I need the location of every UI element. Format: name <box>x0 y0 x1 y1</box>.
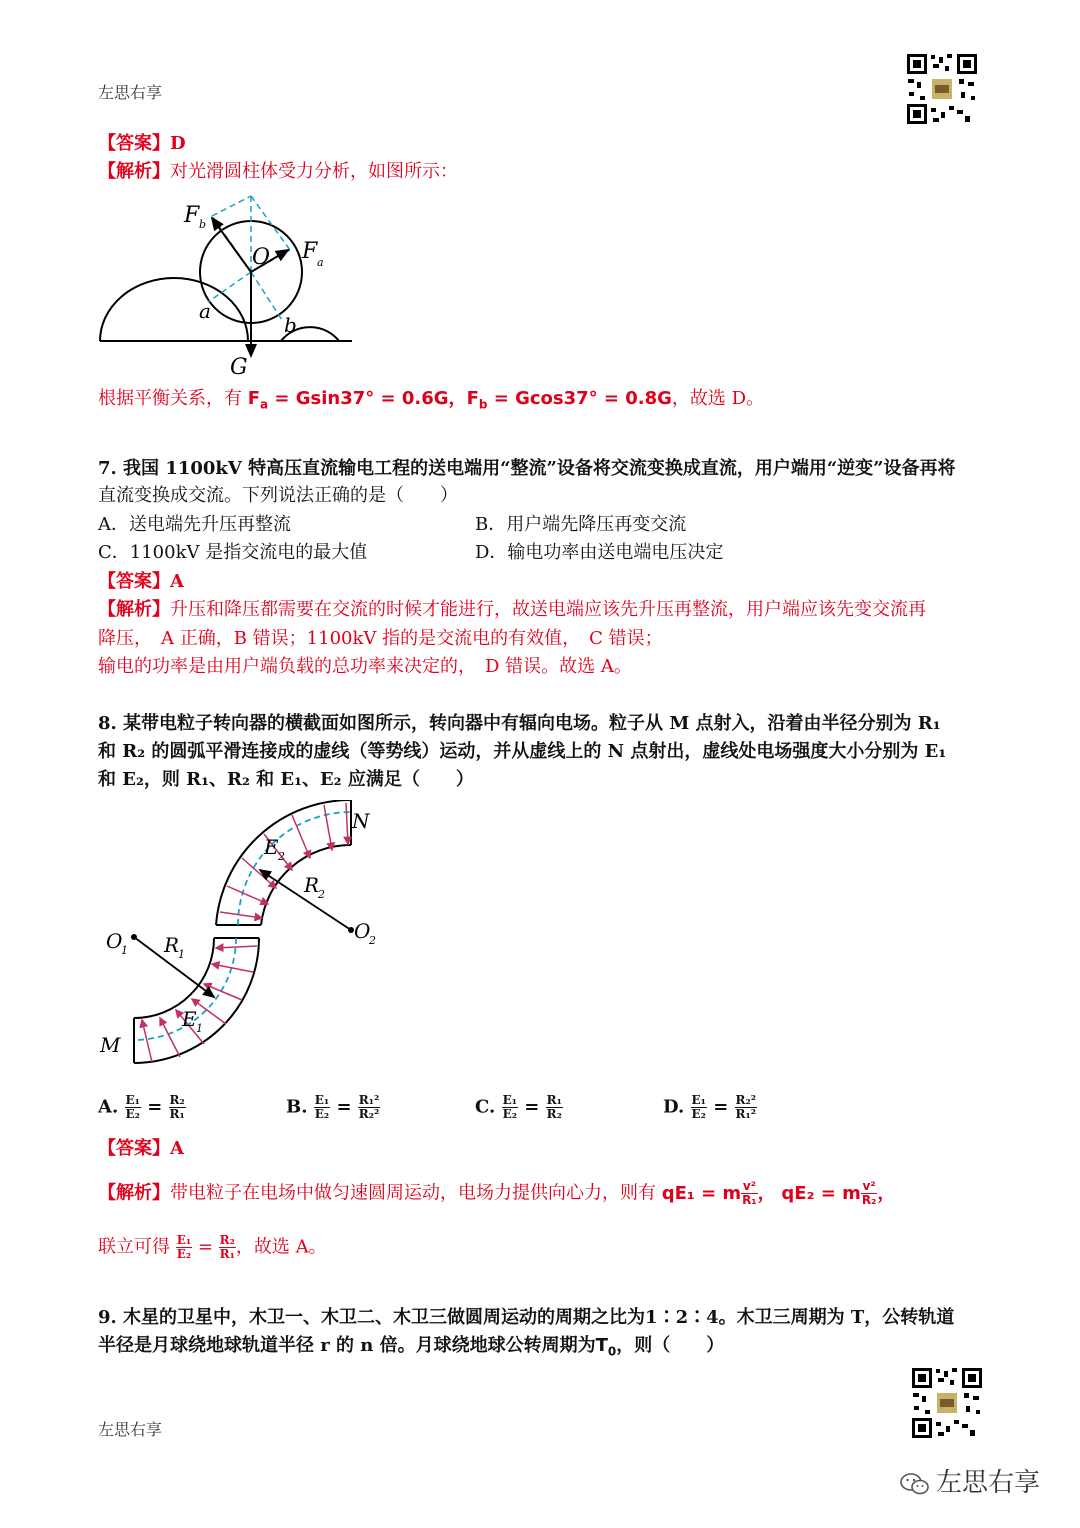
label-r2: R <box>304 873 320 897</box>
label-a: a <box>199 299 211 323</box>
label-g: G <box>230 355 248 380</box>
eq-fa: $F_a = Gsin37^\circ = 0.6G$， <box>247 388 467 412</box>
label-o2-sub: 2 <box>369 934 376 947</box>
answer-label: 【答案】 <box>98 133 170 154</box>
analysis-label: 【解析】 <box>98 161 170 182</box>
q8-deflector-diagram <box>96 800 396 1070</box>
eq1: qE₁ = m $\frac{\text{v²}}{\text{R₁}}$ ， <box>661 1179 776 1207</box>
q7-stem-line2: 直流变换成交流。下列说法正确的是（ ） <box>98 485 458 506</box>
q8-conclusion: 联立可得 $\frac{\text{E₁}}{\text{E₂}}$ = $\frac{\text{R₂}}{\text{R₁}}$ ，故选 A。 <box>98 1233 327 1261</box>
conclusion-suffix: ，故选 D。 <box>671 388 765 409</box>
eq2: qE₂ = m $\frac{\text{v²}}{\text{R₂}}$ ， <box>781 1179 896 1207</box>
q7-answer <box>98 570 184 594</box>
qr-code-icon[interactable] <box>910 1366 984 1440</box>
label-o2: O <box>354 919 371 943</box>
lower-arc-channel <box>134 938 259 1063</box>
label-fb: F <box>184 203 200 228</box>
label-r1: R <box>164 933 180 957</box>
q8-stem-line3: 和 E₂，则 R₁、R₂ 和 E₁、E₂ 应满足（ ） <box>98 769 474 790</box>
answer-label: 【答案】 <box>98 1138 170 1159</box>
label-r2-sub: 2 <box>318 888 325 901</box>
q8-option-d: D. $\frac{\text{E₁}}{\text{E₂}}$ = $\frac{\text{R₂²}}{\text{R₁²}}$ <box>663 1093 757 1121</box>
force-parallelogram <box>208 196 290 320</box>
q7-analysis-line2: 降压， A 正确，B 错误；1100kV 指的是交流电的有效值， C 错误； <box>98 628 663 649</box>
q8-analysis: 【解析】带电粒子在电场中做匀速圆周运动，电场力提供向心力，则有 qE₁ = m $\frac{\text{v²}}{\text{R₁}}$ ， qE₂ = m $\frac{\text{v²}}{\text{R₂}}$ ， <box>98 1179 896 1207</box>
left-half-cylinder <box>100 278 248 341</box>
label-m: M <box>100 1033 121 1057</box>
label-b: b <box>284 313 297 337</box>
analysis-label: 【解析】 <box>98 599 170 620</box>
answer-value: A <box>170 571 184 592</box>
force-fb-arrow <box>212 218 251 272</box>
q8-answer <box>98 1137 184 1161</box>
wechat-icon <box>900 1472 930 1496</box>
q7-option-d: D．输电功率由送电端电压决定 <box>475 542 724 563</box>
eq-fb: $F_b = Gcos37^\circ = 0.8G$ <box>466 388 672 412</box>
label-fa: F <box>302 239 318 264</box>
analysis-label: 【解析】 <box>98 1182 170 1204</box>
q6-analysis <box>98 160 458 184</box>
q8-stem-line1: 8. 某带电粒子转向器的横截面如图所示，转向器中有辐向电场。粒子从 M 点射入，沿着由半径分别为 R₁ <box>98 713 941 734</box>
header-text: 左思右享 <box>98 83 163 102</box>
label-r1-sub: 1 <box>178 948 185 961</box>
q7-option-a: A．送电端先升压再整流 <box>98 514 291 535</box>
watermark <box>900 1462 1040 1499</box>
answer-label: 【答案】 <box>98 571 170 592</box>
answer-value: A <box>170 1138 184 1159</box>
q7-analysis-line3: 输电的功率是由用户端负载的总功率来决定的， D 错误。故选 A。 <box>98 656 632 677</box>
q7-option-c: C．1100kV 是指交流电的最大值 <box>98 542 368 563</box>
q7-option-b: B．用户端先降压再变交流 <box>475 514 687 535</box>
label-e2-sub: 2 <box>278 850 285 863</box>
q8-option-c: C. $\frac{\text{E₁}}{\text{E₂}}$ = $\frac{\text{R₁}}{\text{R₂}}$ <box>475 1093 562 1121</box>
label-fa-sub: a <box>317 256 324 269</box>
label-o1-sub: 1 <box>121 944 128 957</box>
analysis-text: 对光滑圆柱体受力分析，如图所示： <box>170 161 458 182</box>
conclusion-prefix: 根据平衡关系，有 <box>98 388 242 409</box>
label-o: O <box>252 245 271 270</box>
q6-conclusion <box>98 387 764 417</box>
q8-option-b: B. $\frac{\text{E₁}}{\text{E₂}}$ = $\frac{\text{R₁²}}{\text{R₂²}}$ <box>286 1093 380 1121</box>
q9-stem-line1: 9. 木星的卫星中，木卫一、木卫二、木卫三做圆周运动的周期之比为1∶2∶4。木卫三周期为 T，公转轨道 <box>98 1307 955 1328</box>
label-n: N <box>352 809 370 833</box>
label-fb-sub: b <box>199 218 207 231</box>
answer-value: D <box>170 133 186 154</box>
label-e1: E <box>182 1007 197 1031</box>
label-e2: E <box>264 835 279 859</box>
q6-force-diagram <box>96 190 358 380</box>
q6-answer <box>98 132 186 156</box>
q9-stem-line2: 半径是月球绕地球轨道半径 r 的 n 倍。月球绕地球公转周期为$T_0$，则（ ） <box>98 1335 725 1359</box>
label-o1: O <box>106 929 123 953</box>
label-e1-sub: 1 <box>196 1022 203 1035</box>
q7-analysis-line1: 【解析】升压和降压都需要在交流的时候才能进行，故送电端应该先升压再整流，用户端应该先变交流再 <box>98 599 926 620</box>
q8-stem-line2: 和 R₂ 的圆弧平滑连接成的虚线（等势线）运动，并从虚线上的 N 点射出，虚线处电场强度大小分别为 E₁ <box>98 741 947 762</box>
q7-stem-line1: 7. 我国 1100kV 特高压直流输电工程的送电端用“整流”设备将交流变换成直流，用户端用“逆变”设备再将 <box>98 458 956 479</box>
watermark-text: 左思右享 <box>936 1468 1041 1498</box>
footer-text: 左思右享 <box>98 1420 163 1439</box>
q8-option-a: A. $\frac{\text{E₁}}{\text{E₂}}$ = $\frac{\text{R₂}}{\text{R₁}}$ <box>98 1093 185 1121</box>
qr-code-icon[interactable] <box>905 52 979 126</box>
